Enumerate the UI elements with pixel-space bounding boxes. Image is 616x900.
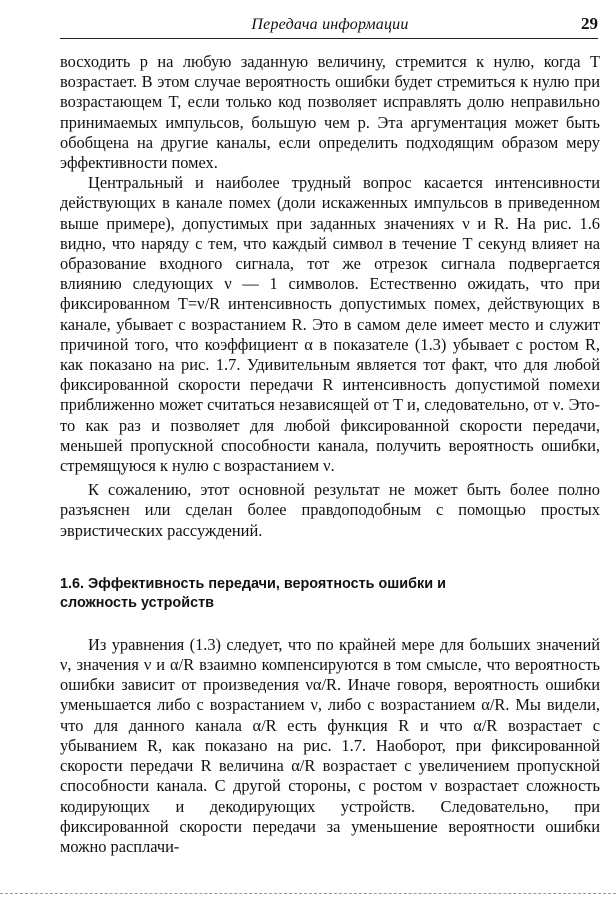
header-rule xyxy=(60,38,598,39)
page-header xyxy=(60,12,600,36)
footer-rule xyxy=(0,893,616,894)
page-number: 29 xyxy=(581,14,598,33)
paragraph-2: Центральный и наиболее трудный вопрос касается интенсивности действующих в канале помех (доли искаженных импульсов в приведенном выше примере), допустимых при заданных значениях ν и R. На рис. 1.6 видно, что наряду с тем, что каждый символ в течение T секунд влияет на образование входного сигнала, тот же отрезок сигнала подвергается влиянию следующих ν — 1 символов. Естественно ожидать, что при фиксированном T=ν/R интенсивность допустимых помех, действующих в канале, убывает с возрастанием R. Это в самом деле имеет место и служит причиной того, что коэффициент α в показателе (1.3) убывает с ростом R, как показано на рис. 1.7. Удивительным является тот факт, что для любой фиксированной скорости передачи R интенсивность допустимой помехи приближенно может считаться независящей от T и, следовательно, от ν. Это-то как раз и позволяет для любой фиксированной скорости передачи, меньшей пропускной способности канала, получить вероятность ошибки, стремящуюся к нулю с возрастанием ν. xyxy=(60,173,600,476)
section-heading: 1.6. Эффективность передачи, вероятность ошибки и сложность устройств xyxy=(60,575,446,611)
page-body xyxy=(60,52,600,857)
paragraph-1: восходить p на любую заданную величину, стремится к нулю, когда T возрастает. В этом случае вероятность ошибки будет стремиться к нулю при возрастающем T, если только код позволяет исправлять долю неправильно принимаемых импульсов, большую чем p. Эта аргументация может быть обобщена на другие каналы, если определить подходящим образом меру эффективности помех. xyxy=(60,52,600,173)
section-paragraph: Из уравнения (1.3) следует, что по крайней мере для больших значений ν, значения ν и α/R взаимно компенсируются в том смысле, что вероятность ошибки зависит от произведения να/R. Иначе говоря, вероятность ошибки уменьшается либо с возрастанием ν, либо с возрастанием α/R. Мы видели, что для данного канала α/R есть функция R и что α/R возрастает с убыванием R, как показано на рис. 1.7. Наоборот, при фиксированной скорости передачи R величина α/R возрастает с увеличением пропускной способности канала. С другой стороны, с ростом ν возрастает сложность кодирующих и декодирующих устройств. Следовательно, при фиксированной скорости передачи за уменьшение вероятности ошибки можно расплачи- xyxy=(60,634,600,856)
running-title: Передача информации xyxy=(251,16,409,33)
paragraph-3: К сожалению, этот основной результат не может быть более полно разъяснен или сделан более правдоподобным с помощью простых эвристических рассуждений. xyxy=(60,480,600,540)
